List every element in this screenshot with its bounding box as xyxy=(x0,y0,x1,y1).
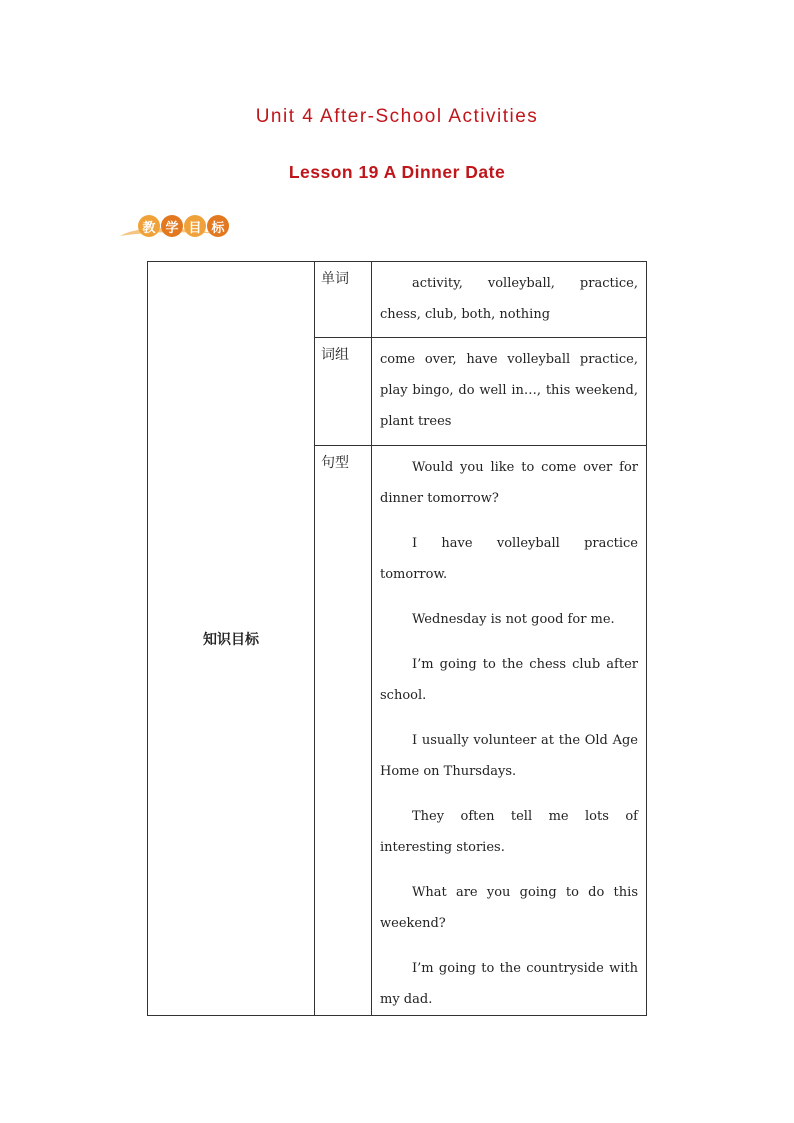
badge-char: 标 xyxy=(207,215,229,237)
content-paragraph: What are you going to do this weekend? xyxy=(380,885,638,931)
unit-title: Unit 4 After-School Activities xyxy=(255,106,539,127)
content-paragraph: come over, have volleyball practice, play bingo, do well in…, this weekend, plant trees xyxy=(380,352,638,429)
content-paragraph: I’m going to the countryside with my dad. xyxy=(380,961,638,1007)
content-paragraph: They often tell me lots of interesting stories. xyxy=(380,809,638,855)
goals-table xyxy=(147,261,647,1016)
content-paragraph: I usually volunteer at the Old Age Home on Thursdays. xyxy=(380,733,638,779)
content-cell-words xyxy=(372,262,647,338)
lesson-title: Lesson 19 A Dinner Date xyxy=(288,162,506,182)
content-cell-sentences xyxy=(372,446,647,1016)
content-paragraph: Wednesday is not good for me. xyxy=(412,612,615,627)
badge-char: 目 xyxy=(184,215,206,237)
type-cell-sentences: 句型 xyxy=(315,446,372,1016)
content-cell-phrases xyxy=(372,338,647,446)
teaching-goals-badge xyxy=(118,212,228,242)
badge-char: 学 xyxy=(161,215,183,237)
content-paragraph: Would you like to come over for dinner tomorrow? xyxy=(380,460,638,506)
content-paragraph: I have volleyball practice tomorrow. xyxy=(380,536,638,582)
type-cell-words: 单词 xyxy=(315,262,372,338)
type-cell-phrases: 词组 xyxy=(315,338,372,446)
badge-char: 教 xyxy=(138,215,160,237)
content-paragraph: I’m going to the chess club after school. xyxy=(380,657,638,703)
content-paragraph: activity, volleyball, practice, chess, club, both, nothing xyxy=(380,276,638,322)
category-cell: 知识目标 xyxy=(148,262,315,1016)
